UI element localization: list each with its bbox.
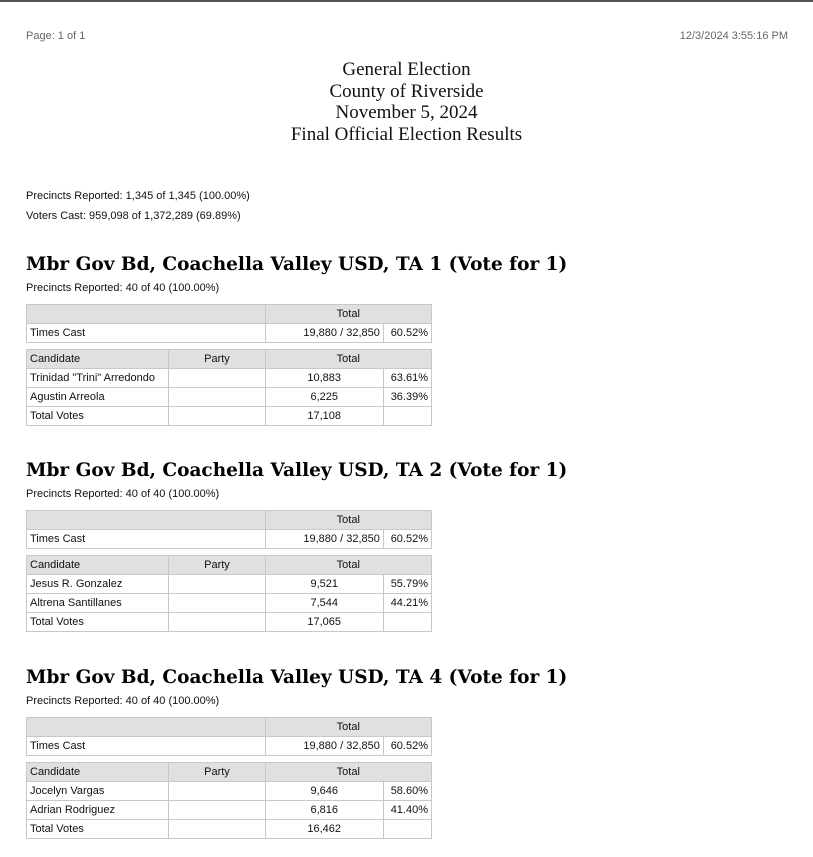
table-row [27, 369, 432, 388]
title-line: General Election [342, 59, 471, 80]
candidate-party [169, 801, 265, 820]
candidate-votes: 7,544 [265, 594, 383, 613]
total-votes-percent [383, 820, 431, 839]
total-votes-value: 16,462 [265, 820, 383, 839]
party-header: Party [169, 556, 265, 575]
times-cast-table [26, 510, 432, 549]
total-votes-party [169, 820, 265, 839]
table-header-row [27, 511, 432, 530]
contest-section [26, 460, 586, 632]
total-header: Total [265, 718, 431, 737]
candidate-header: Candidate [27, 763, 169, 782]
times-cast-table [26, 304, 432, 343]
table-row [27, 613, 432, 632]
title-line: November 5, 2024 [335, 102, 478, 123]
report-timestamp: 12/3/2024 3:55:16 PM [679, 30, 788, 42]
candidate-name: Jocelyn Vargas [27, 782, 169, 801]
table-header-row [27, 763, 432, 782]
header-blank [27, 511, 266, 530]
times-cast-value: 19,880 / 32,850 [265, 530, 383, 549]
voters-summary: Voters Cast: 959,098 of 1,372,289 (69.89%) [26, 210, 241, 222]
precincts-summary: Precincts Reported: 1,345 of 1,345 (100.00%) [26, 190, 250, 202]
candidate-votes: 9,646 [265, 782, 383, 801]
candidate-percent: 36.39% [383, 388, 431, 407]
contest-title: Mbr Gov Bd, Coachella Valley USD, TA 4 (Vote for 1) [26, 667, 568, 688]
candidate-percent: 55.79% [383, 575, 431, 594]
page-number: Page: 1 of 1 [26, 30, 86, 42]
header-blank [27, 718, 266, 737]
candidate-name: Jesus R. Gonzalez [27, 575, 169, 594]
candidate-name: Trinidad "Trini" Arredondo [27, 369, 169, 388]
candidate-header: Candidate [27, 350, 169, 369]
total-header: Total [265, 305, 431, 324]
table-header-row [27, 556, 432, 575]
times-cast-label: Times Cast [27, 737, 266, 756]
contest-title: Mbr Gov Bd, Coachella Valley USD, TA 2 (Vote for 1) [26, 460, 568, 481]
candidate-votes: 10,883 [265, 369, 383, 388]
candidate-votes: 9,521 [265, 575, 383, 594]
contest-title: Mbr Gov Bd, Coachella Valley USD, TA 1 (Vote for 1) [26, 254, 568, 275]
total-votes-label: Total Votes [27, 820, 169, 839]
total-header: Total [265, 763, 431, 782]
table-row [27, 530, 432, 549]
table-row [27, 801, 432, 820]
candidate-table [26, 349, 432, 426]
table-row [27, 388, 432, 407]
candidate-party [169, 369, 265, 388]
title-line: County of Riverside [329, 80, 484, 102]
table-row [27, 594, 432, 613]
table-header-row [27, 305, 432, 324]
total-votes-percent [383, 613, 431, 632]
contest-precincts: Precincts Reported: 40 of 40 (100.00%) [26, 282, 220, 294]
total-votes-value: 17,108 [265, 407, 383, 426]
times-cast-percent: 60.52% [383, 530, 431, 549]
header-blank [27, 305, 266, 324]
candidate-percent: 44.21% [383, 594, 431, 613]
times-cast-percent: 60.52% [383, 737, 431, 756]
table-header-row [27, 718, 432, 737]
report-title [0, 59, 813, 145]
total-votes-party [169, 613, 265, 632]
total-votes-value: 17,065 [265, 613, 383, 632]
table-row [27, 820, 432, 839]
total-votes-label: Total Votes [27, 613, 169, 632]
total-votes-label: Total Votes [27, 407, 169, 426]
table-row [27, 407, 432, 426]
table-row [27, 575, 432, 594]
candidate-table [26, 555, 432, 632]
times-cast-value: 19,880 / 32,850 [265, 324, 383, 343]
table-row [27, 737, 432, 756]
table-header-row [27, 350, 432, 369]
party-header: Party [169, 763, 265, 782]
candidate-name: Altrena Santillanes [27, 594, 169, 613]
candidate-percent: 41.40% [383, 801, 431, 820]
times-cast-table [26, 717, 432, 756]
candidate-party [169, 594, 265, 613]
times-cast-label: Times Cast [27, 530, 266, 549]
candidate-votes: 6,816 [265, 801, 383, 820]
candidate-percent: 63.61% [383, 369, 431, 388]
title-line: Final Official Election Results [290, 123, 523, 145]
table-row [27, 782, 432, 801]
top-border [0, 0, 813, 2]
times-cast-label: Times Cast [27, 324, 266, 343]
times-cast-value: 19,880 / 32,850 [265, 737, 383, 756]
candidate-party [169, 388, 265, 407]
candidate-header: Candidate [27, 556, 169, 575]
total-header: Total [265, 511, 431, 530]
candidate-party [169, 782, 265, 801]
total-votes-percent [383, 407, 431, 426]
total-header: Total [265, 556, 431, 575]
contest-section [26, 254, 586, 426]
times-cast-percent: 60.52% [383, 324, 431, 343]
candidate-name: Adrian Rodriguez [27, 801, 169, 820]
table-row [27, 324, 432, 343]
contest-section [26, 667, 586, 839]
candidate-votes: 6,225 [265, 388, 383, 407]
total-header: Total [265, 350, 431, 369]
contest-precincts: Precincts Reported: 40 of 40 (100.00%) [26, 488, 220, 500]
total-votes-party [169, 407, 265, 426]
candidate-party [169, 575, 265, 594]
candidate-name: Agustin Arreola [27, 388, 169, 407]
contest-precincts: Precincts Reported: 40 of 40 (100.00%) [26, 695, 220, 707]
candidate-table [26, 762, 432, 839]
candidate-percent: 58.60% [383, 782, 431, 801]
party-header: Party [169, 350, 265, 369]
